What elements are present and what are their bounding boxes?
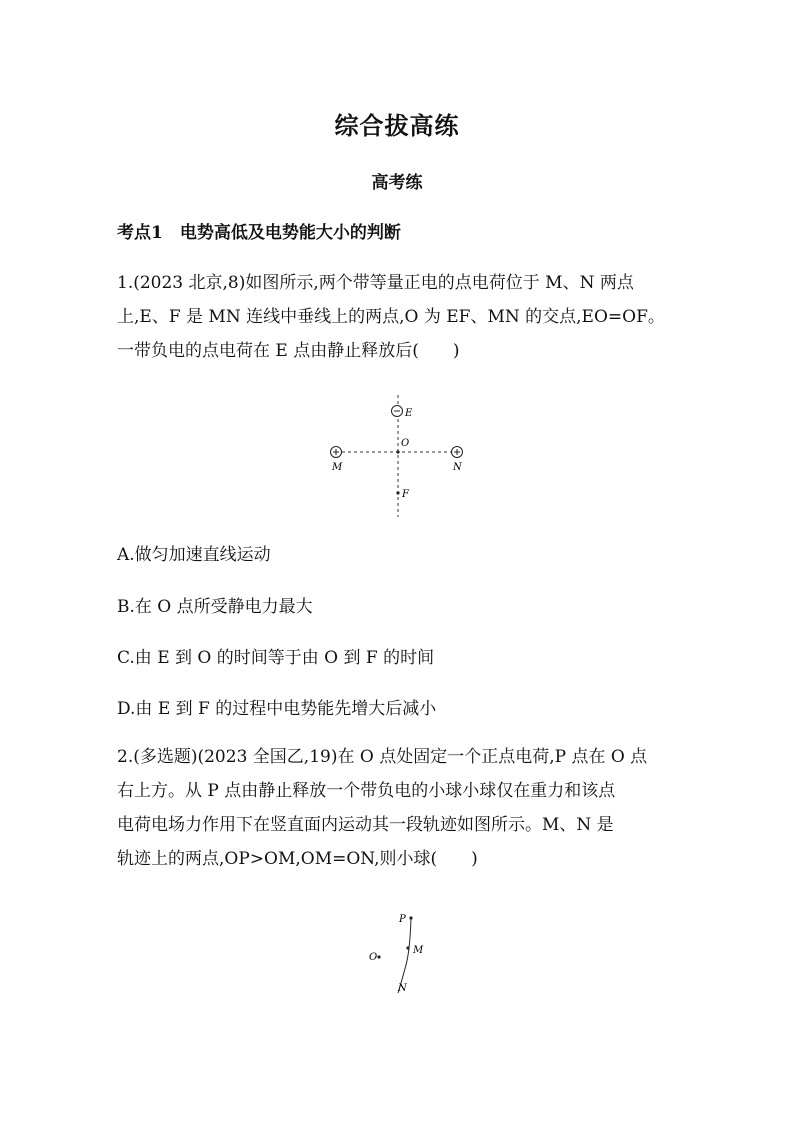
point-p	[409, 916, 412, 919]
question-2-line: 电荷电场力作用下在竖直面内运动其一段轨迹如图所示。M、N 是	[117, 815, 614, 835]
question-1-line: 上,E、F 是 MN 连线中垂线上的两点,O 为 EF、MN 的交点,EO=OF。	[117, 307, 665, 327]
question-1-text	[117, 266, 677, 368]
point-o	[396, 450, 399, 453]
question-2-text	[117, 740, 677, 876]
label-m: M	[332, 462, 343, 473]
question-2-line: 2.(多选题)(2023 全国乙,19)在 O 点处固定一个正点电荷,P 点在 O 点	[117, 747, 648, 767]
question-1-line: 1.(2023 北京,8)如图所示,两个带等量正电的点电荷位于 M、N 两点	[117, 273, 634, 293]
label-o: O	[401, 438, 410, 449]
question-2-line: 轨迹上的两点,OP>OM,OM=ON,则小球( )	[117, 849, 478, 869]
question-2-line: 右上方。从 P 点由静止释放一个带负电的小球小球仅在重力和该点	[117, 781, 616, 801]
option-b: B.在 O 点所受静电力最大	[117, 597, 313, 617]
label-f: F	[402, 489, 409, 500]
question-1-line: 一带负电的点电荷在 E 点由静止释放后( )	[117, 341, 460, 361]
section-heading: 考点1 电势高低及电势能大小的判断	[117, 223, 401, 243]
page-subtitle: 高考练	[371, 173, 423, 193]
page-title: 综合拔高练	[334, 111, 460, 140]
question-1-figure	[320, 395, 480, 520]
option-a: A.做匀加速直线运动	[117, 545, 271, 565]
label-n: N	[453, 462, 462, 473]
question-2-figure	[360, 905, 440, 1000]
point-f	[396, 491, 399, 494]
trajectory-curve	[398, 918, 411, 993]
label-p: P	[399, 914, 406, 925]
point-m	[406, 946, 409, 949]
option-d: D.由 E 到 F 的过程中电势能先增大后减小	[117, 699, 437, 719]
label-m2: M	[413, 945, 424, 956]
label-e: E	[405, 408, 413, 419]
option-c: C.由 E 到 O 的时间等于由 O 到 F 的时间	[117, 648, 435, 668]
label-n2: N	[398, 983, 407, 994]
label-o2: O	[369, 952, 378, 963]
point-o2	[377, 955, 380, 958]
